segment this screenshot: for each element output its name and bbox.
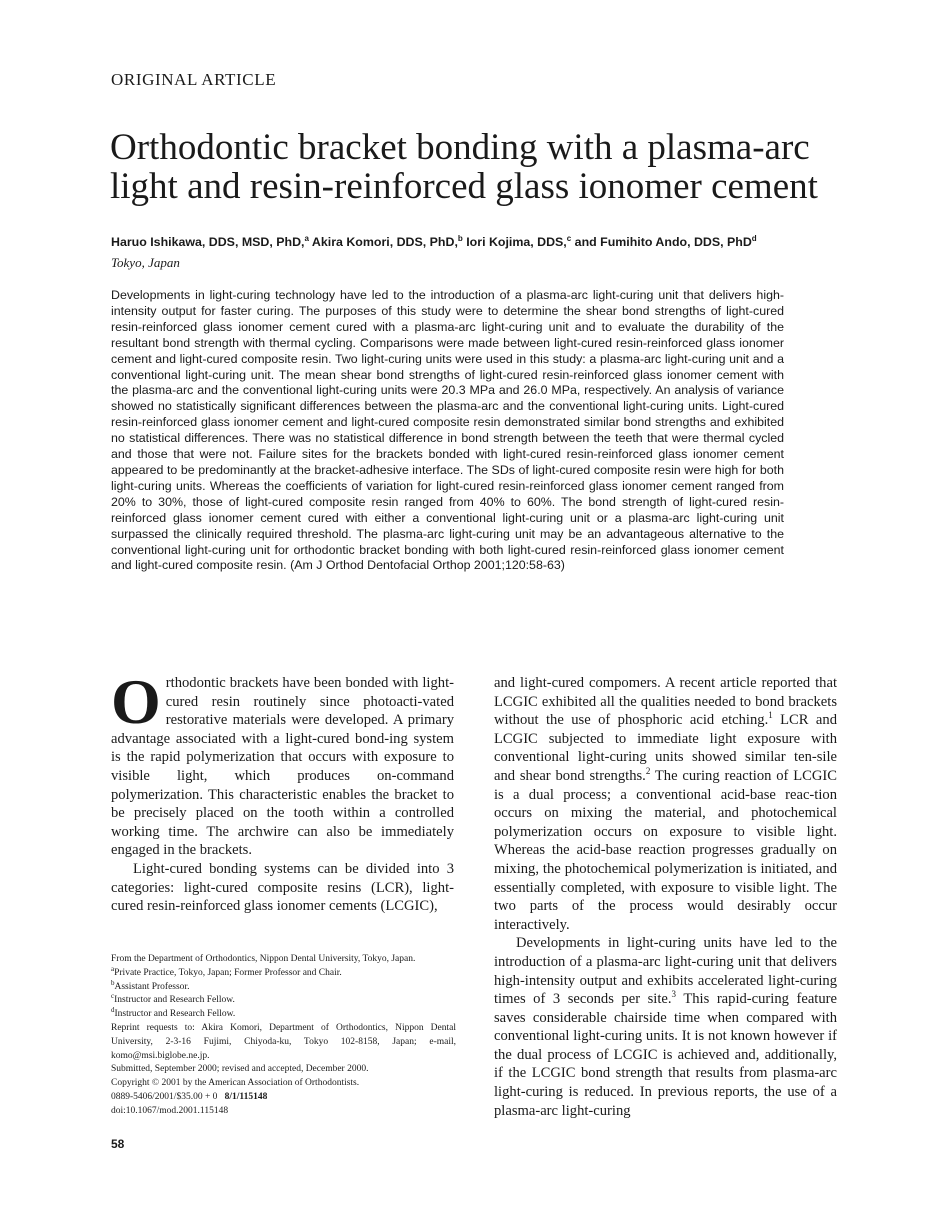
- footnote-mark: d: [111, 1006, 115, 1015]
- section-label: ORIGINAL ARTICLE: [111, 70, 277, 89]
- footnote-mark: b: [111, 978, 115, 987]
- affiliation-mark: d: [751, 233, 757, 243]
- reference-mark: 2: [645, 766, 651, 777]
- author-list: [111, 235, 851, 249]
- paragraph: Light-cured bonding systems can be divided into 3 categories: light-cured composite resins (LCR), light-cured resin-reinforced glass ionomer cements (LCGIC),: [111, 860, 454, 915]
- article-code: 8/1/115148: [224, 1091, 268, 1102]
- footnote-issn: [111, 1091, 456, 1105]
- footnote-mark: c: [111, 992, 115, 1001]
- author-name: Iori Kojima, DDS,: [466, 235, 567, 249]
- footnote-a: [111, 964, 456, 981]
- footnote-doi: doi:10.1067/mod.2001.115148: [111, 1105, 229, 1116]
- reference-mark: 1: [768, 710, 773, 721]
- paragraph-text: This rapid-curing feature saves considerable chairside time when compared with conventional light-curing units. It is not known however if the dual process of LCGIC is achieved and, additionally, if the LCGIC bond strength that results from plasma-arc light-curing is reduced. In previous reports, the use of a plasma-arc light-curing: [494, 991, 837, 1119]
- paragraph-text: and light-cured compomers. A recent article reported that LCGIC exhibited all the qualities needed to bond brackets without the use of phosphoric acid etching.: [494, 675, 837, 729]
- footnotes: [111, 953, 456, 1119]
- affiliation-mark: c: [566, 233, 572, 243]
- paragraph: [494, 674, 837, 934]
- paragraph-text: rthodontic brackets have been bonded with light-cured resin routinely since photoacti-vated restorative materials were developed. A primary advantage associated with a light-cured bond-ing system is the rapid polymerization that occurs with exposure to visible light, which produces on-command polymerization. This characteristic enables the bracket to be precisely placed on the tooth within a controlled working time. The archwire can also be immediately engaged in the brackets.: [111, 675, 454, 859]
- footnote-mark: a: [111, 964, 115, 973]
- paragraph: [494, 934, 837, 1120]
- drop-cap: O: [111, 666, 161, 737]
- footnote-d: [111, 1008, 456, 1022]
- footnote-text: Assistant Professor.: [114, 981, 190, 992]
- footnote-text: Instructor and Research Fellow.: [114, 995, 235, 1006]
- paragraph: [111, 666, 454, 860]
- author-name: Akira Komori, DDS, PhD,: [311, 235, 458, 249]
- author-name: and Fumihito Ando, DDS, PhD: [574, 235, 752, 249]
- issn-text: 0889-5406/2001/$35.00 + 0: [111, 1091, 218, 1102]
- footnote-text: Instructor and Research Fellow.: [114, 1009, 236, 1020]
- footnote-copyright: Copyright © 2001 by the American Association of Orthodontists.: [111, 1078, 360, 1089]
- footnote-submitted: Submitted, September 2000; revised and accepted, December 2000.: [111, 1064, 369, 1075]
- author-location: Tokyo, Japan: [111, 255, 180, 270]
- abstract: Developments in light-curing technology have led to the introduction of a plasma-arc light-curing unit that delivers high-intensity output for faster curing. The purposes of this study were to determine the shear bond strengths of light-cured resin-reinforced glass ionomer cement cured with a plasma-arc light-curing unit and to evaluate the durability of the resultant bond strength with thermal cycling. Comparisons were made between light-cured resin-reinforced glass ionomer cement and light-cured composite resin. Two light-curing units were used in this study: a plasma-arc light-curing unit and a conventional light-curing unit. The mean shear bond strengths of light-cured resin-reinforced glass ionomer cement with the plasma-arc and the conventional light-curing units were 20.3 MPa and 26.0 MPa, respectively. An analysis of variance showed no statistically significant differences between the plasma-arc and the conventional light-curing units. Light-cured resin-reinforced glass ionomer cement and light-cured composite resin demonstrated similar bond strengths and exhibited no statistical differences. There was no statistical difference in bond strength between the teeth that were thermal cycled and those that were not. Failure sites for the brackets bonded with light-cured resin-reinforced glass ionomer cement appeared to be predominantly at the bracket-adhesive interface. The SDs of light-cured composite resin were high for both light-curing units. Whereas the coefficients of variation for light-cured resin-reinforced glass ionomer cement ranged from 20% to 30%, those of light-cured composite resin ranged from 40% to 60%. The bond strength of light-cured resin-reinforced glass ionomer cement cured with either a conventional light-curing unit or a plasma-arc light-curing unit surpassed the clinically required threshold. The plasma-arc light-curing unit may be an advantageous alternative to the conventional light-curing unit for orthodontic bracket bonding with both light-cured resin-reinforced glass ionomer cement and light-cured composite resin. (Am J Orthod Dentofacial Orthop 2001;120:58-63): [111, 288, 784, 573]
- paragraph-text: Developments in light-curing units have led to the introduction of a plasma-arc light-curing unit that delivers high-intensity output and exhibits accelerated light-curing times of 3 seconds per site.: [494, 935, 837, 1008]
- affiliation-mark: a: [304, 233, 309, 243]
- footnote-department: From the Department of Orthodontics, Nippon Dental University, Tokyo, Japan.: [111, 954, 416, 964]
- page-number: 58: [111, 1137, 125, 1151]
- author-name: Haruo Ishikawa, DDS, MSD, PhD,: [111, 235, 305, 249]
- reference-mark: 3: [671, 989, 677, 1000]
- paragraph-text: LCR and LCGIC subjected to immediate light exposure with conventional light-curing units showed similar ten-sile and shear bond strengths.: [494, 712, 837, 784]
- footnote-c: [111, 994, 456, 1008]
- footnote-reprint: Reprint requests to: Akira Komori, Department of Orthodontics, Nippon Dental University, 2-3-16 Fujimi, Chiyoda-ku, Tokyo 102-8158, Japan; e-mail, komo@msi.biglobe.ne.jp.: [111, 1022, 456, 1061]
- body-column-right: [494, 674, 837, 1120]
- article-title: Orthodontic bracket bonding with a plasma-arc light and resin-reinforced glass ionomer cement: [110, 127, 818, 207]
- body-column-left: [111, 666, 454, 916]
- affiliation-mark: b: [457, 233, 463, 243]
- paragraph-text: The curing reaction of LCGIC is a dual process; a conventional acid-base reac-tion occurs on mixing the material, and photochemical polymerization occurs on exposure to visible light. Whereas the acid-base reaction progresses gradually on mixing, the photochemical polymerization is initiated, and essentially completed, with exposure to visible light. The two parts of the process would desirably occur interactively.: [494, 767, 838, 933]
- footnote-text: Private Practice, Tokyo, Japan; Former Professor and Chair.: [114, 967, 342, 978]
- footnote-b: [111, 978, 456, 995]
